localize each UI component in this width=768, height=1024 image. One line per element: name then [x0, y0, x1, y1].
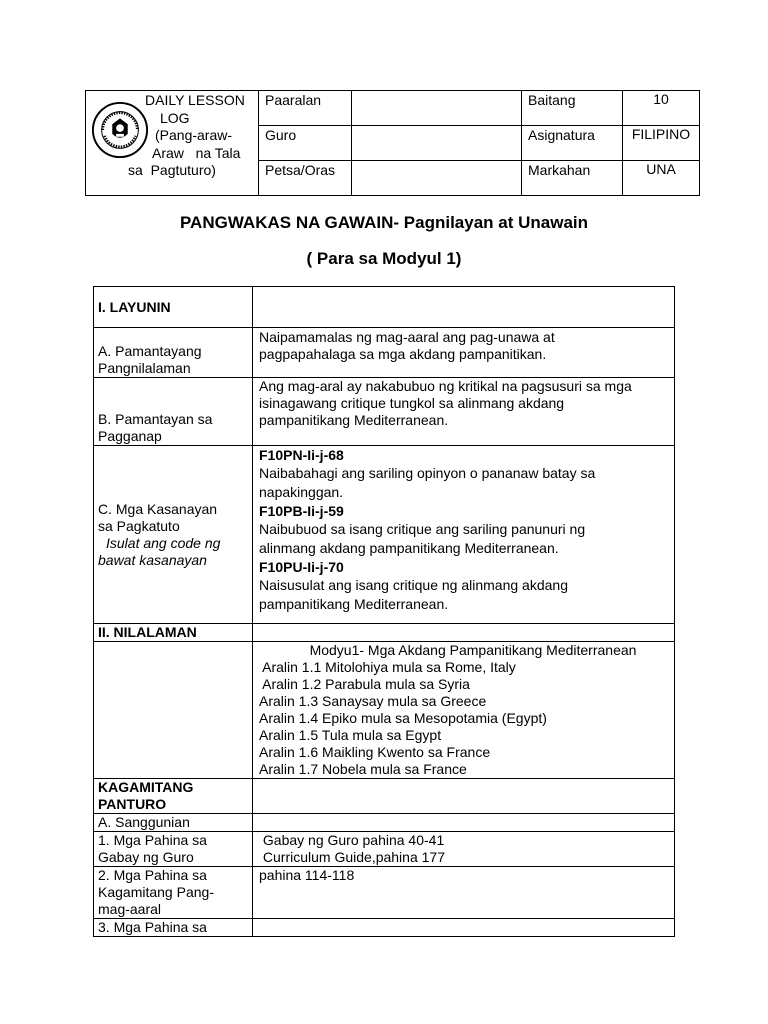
aralin-item: Aralin 1.5 Tula mula sa Egypt — [259, 727, 442, 743]
baitang-value: 10 — [623, 91, 700, 126]
sanggunian-value — [253, 814, 675, 832]
aralin-item: Aralin 1.6 Maikling Kwento sa France — [259, 744, 491, 760]
asignatura-label: Asignatura — [522, 126, 623, 161]
nilalaman-heading-value — [253, 624, 675, 642]
nilalaman-list — [253, 642, 675, 779]
dll-line: sa Pagtuturo) — [128, 162, 216, 178]
pamantayang-text: Naipamamalas ng mag-aaral ang pag-unawa at pagpapahalaga sa mga akdang pampanitikan. — [253, 328, 675, 378]
competency-text: napakinggan. — [259, 484, 344, 500]
dll-line: LOG — [160, 109, 190, 126]
pagganap-label: B. Pamantayan sa Pagganap — [94, 378, 253, 446]
kagamitang-mag-aaral-text: pahina 114-118 — [253, 867, 675, 919]
module-title: Modyu1- Mga Akdang Pampanitikang Mediterranean — [259, 642, 637, 658]
gabay-guro-text: Gabay ng Guro pahina 40-41 Curriculum Guide,pahina 177 — [253, 832, 675, 867]
kagamitang-mag-aaral-label: 2. Mga Pahina sa Kagamitang Pang- mag-aaral — [94, 867, 253, 919]
nilalaman-label — [94, 642, 253, 779]
asignatura-value: FILIPINO — [623, 126, 700, 161]
kagamitan-heading: KAGAMITANG PANTURO — [94, 779, 253, 814]
sanggunian-label: A. Sanggunian — [94, 814, 253, 832]
teksbuk-label: 3. Mga Pahina sa — [94, 919, 253, 937]
guro-value[interactable] — [352, 126, 522, 161]
competency-code: F10PN-Ii-j-68 — [259, 447, 344, 463]
petsa-label: Petsa/Oras — [259, 161, 352, 196]
pamantayang-label: A. Pamantayang Pangnilalaman — [94, 328, 253, 378]
competency-text: Naibubuod sa isang critique ang sariling panunuri ng — [259, 521, 586, 537]
lesson-table — [93, 286, 675, 937]
gabay-guro-label: 1. Mga Pahina sa Gabay ng Guro — [94, 832, 253, 867]
header-table — [85, 90, 700, 196]
markahan-label: Markahan — [522, 161, 623, 196]
competency-text: alinmang akdang pampanitikang Mediterranean. — [259, 540, 559, 556]
kasanayan-label: C. Mga Kasanayan sa Pagkatuto Isulat ang code ng bawat kasanayan — [94, 446, 253, 624]
paaralan-value[interactable] — [352, 91, 522, 126]
paaralan-label: Paaralan — [259, 91, 352, 126]
layunin-value — [253, 287, 675, 328]
aralin-item: Aralin 1.7 Nobela mula sa France — [259, 761, 467, 777]
competency-text: Naisusulat ang isang critique ng alinmang akdang — [259, 577, 568, 593]
competency-code: F10PU-Ii-j-70 — [259, 559, 344, 575]
dll-title — [128, 92, 264, 180]
guro-label: Guro — [259, 126, 352, 161]
dll-logo-cell — [86, 91, 259, 196]
dll-line: Araw na Tala — [152, 144, 241, 161]
layunin-heading: I. LAYUNIN — [94, 287, 253, 328]
baitang-label: Baitang — [522, 91, 623, 126]
dll-line: (Pang-araw- — [155, 127, 233, 143]
markahan-value: UNA — [623, 161, 700, 196]
document-subtitle: ( Para sa Modyul 1) — [306, 249, 462, 268]
kasanayan-list — [253, 446, 675, 624]
aralin-item: Aralin 1.3 Sanaysay mula sa Greece — [259, 693, 487, 709]
aralin-item: Aralin 1.2 Parabula mula sa Syria — [259, 676, 470, 692]
kagamitan-value — [253, 779, 675, 814]
nilalaman-heading: II. NILALAMAN — [94, 624, 253, 642]
aralin-item: Aralin 1.1 Mitolohiya mula sa Rome, Italy — [259, 659, 516, 675]
competency-text: pampanitikang Mediterranean. — [259, 596, 449, 612]
aralin-item: Aralin 1.4 Epiko mula sa Mesopotamia (Egypt) — [259, 710, 547, 726]
dll-line: DAILY LESSON — [145, 92, 245, 108]
competency-text: Naibabahagi ang sariling opinyon o pananaw batay sa — [259, 465, 596, 481]
document-title: PANGWAKAS NA GAWAIN- Pagnilayan at Unawain — [179, 213, 589, 232]
petsa-value[interactable] — [352, 161, 522, 196]
pagganap-text: Ang mag-aral ay nakabubuo ng kritikal na pagsusuri sa mga isinagawang critique tungkol sa alinmang akdang pampanitikang Mediterranean. — [253, 378, 675, 446]
competency-code: F10PB-Ii-j-59 — [259, 503, 344, 519]
teksbuk-value — [253, 919, 675, 937]
